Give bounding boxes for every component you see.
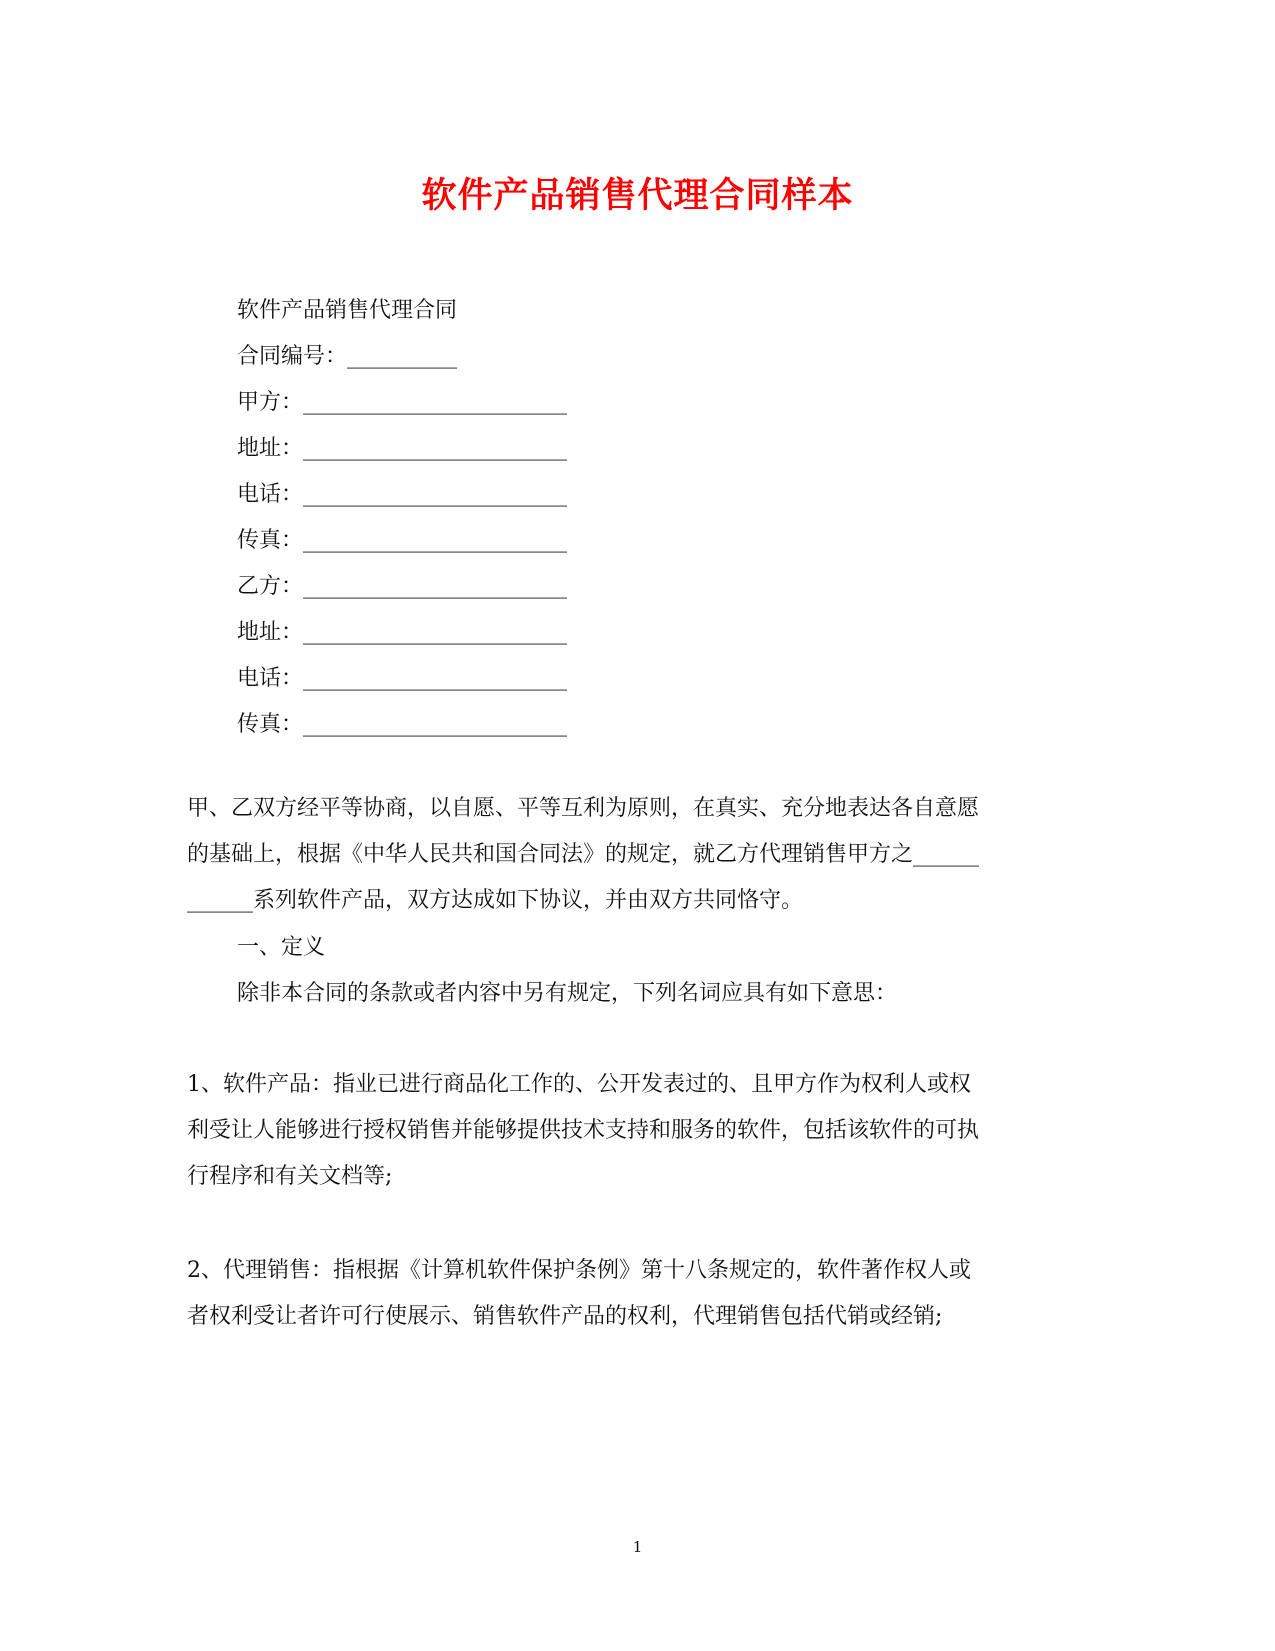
item-line: 利受让人能够进行授权销售并能够提供技术支持和服务的软件，包括该软件的可执 xyxy=(187,1118,980,1143)
contract-name-line: 软件产品销售代理合同 xyxy=(237,298,458,323)
party-b-address-line: 地址：________________________ xyxy=(237,620,568,645)
party-a-line: 甲方：________________________ xyxy=(237,390,568,415)
party-a-fax-line: 传真：________________________ xyxy=(237,528,568,553)
preamble-line: 甲、乙双方经平等协商，以自愿、平等互利为原则，在真实、充分地表达各自意愿 xyxy=(187,796,980,821)
preamble-line: ______系列软件产品，双方达成如下协议，并由双方共同恪守。 xyxy=(187,888,804,913)
party-a-phone-line: 电话：________________________ xyxy=(237,482,568,507)
party-b-line: 乙方：________________________ xyxy=(237,574,568,599)
party-a-address-line: 地址：________________________ xyxy=(237,436,568,461)
section-heading: 一、定义 xyxy=(237,935,326,960)
contract-number-line: 合同编号：__________ xyxy=(237,344,458,369)
item-line: 2、代理销售：指根据《计算机软件保护条例》第十八条规定的，软件著作权人或 xyxy=(187,1258,971,1283)
preamble-paragraph xyxy=(187,785,1087,923)
item-line: 1、软件产品：指业已进行商品化工作的、公开发表过的、且甲方作为权利人或权 xyxy=(187,1072,971,1097)
item-line: 者权利受让者许可行使展示、销售软件产品的权利，代理销售包括代销或经销; xyxy=(187,1304,943,1329)
preamble-line: 的基础上，根据《中华人民共和国合同法》的规定，就乙方代理销售甲方之______ xyxy=(187,842,980,867)
page-number: 1 xyxy=(632,1538,643,1556)
contract-header-block xyxy=(237,288,567,748)
definition-item-2 xyxy=(187,1247,1087,1339)
definition-section xyxy=(187,924,1087,1016)
party-b-phone-line: 电话：________________________ xyxy=(237,666,568,691)
section-intro: 除非本合同的条款或者内容中另有规定，下列名词应具有如下意思： xyxy=(237,981,898,1006)
party-b-fax-line: 传真：________________________ xyxy=(237,712,568,737)
item-line: 行程序和有关文档等; xyxy=(187,1164,393,1189)
document-title: 软件产品销售代理合同样本 xyxy=(421,175,854,216)
definition-item-1 xyxy=(187,1061,1087,1199)
